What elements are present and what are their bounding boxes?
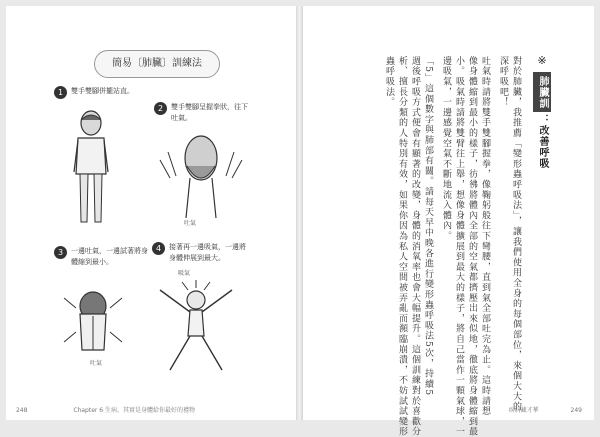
step-1 [54, 86, 153, 99]
stretching-figure-illustration [146, 278, 246, 374]
body-column: 小。吸氣時請將雙臂往上舉，想像身體擴展到最大的樣子，將自己當作一顆氣球，一 [454, 56, 464, 437]
step-number: 2 [154, 102, 167, 115]
page-number: 248 [16, 407, 28, 414]
exhale-label: 吐氣 [184, 220, 197, 227]
step-text: 一邊吐氣，一邊試著將身體縮到最小。 [71, 247, 148, 266]
step-number: 4 [152, 242, 165, 255]
running-head: 疾病藏才華 [508, 407, 539, 414]
body-column: 深呼吸吧！ [498, 56, 508, 108]
book-gutter [296, 6, 303, 420]
body-column: 像身體縮到最小的樣子，彷彿將體內全部的空氣都擠壓出來似地，徹底將身體縮到最 [467, 56, 477, 437]
body-column: 蟲呼吸法。 [384, 56, 394, 108]
right-page-folio [509, 405, 582, 414]
step-text: 雙手雙腳併攏站直。 [71, 87, 134, 95]
standing-figure-illustration [68, 110, 114, 228]
chapter-title: Chapter 6 生病、其實是身體給你最好的禮物 [73, 407, 195, 414]
step-4 [152, 242, 251, 264]
body-column: 週後呼吸方式便會有顯著的改變，身體的消氧率也會大幅提升。這個訓練對於喜歡分 [410, 56, 420, 437]
left-page [6, 6, 296, 420]
body-column: 析、擅長分類的人特別有效，如果你因為私人空間被弄亂而瀕臨崩潰，不妨試試變形 [397, 56, 407, 437]
step-number: 1 [54, 86, 67, 99]
body-column: 邊吸氣，一邊感覺空氣不斷地流入體內。 [441, 56, 451, 242]
step-text: 雙手雙腳呈握拳狀，往下吐氣。 [171, 103, 248, 122]
step-text: 接著再一邊吸氣，一邊將身體伸展到最大。 [169, 243, 246, 262]
right-page [303, 6, 594, 437]
step-3 [54, 246, 153, 268]
section-heading-box: 肺臟訓練 [533, 72, 551, 112]
page-number: 249 [570, 407, 582, 414]
exhale-label: 吐氣 [90, 360, 103, 367]
body-column: 「5」這個數字與肺部有關。請每天早中晚各進行變形蟲呼吸法5次，持續5 [423, 56, 433, 397]
bending-figure-illustration [156, 130, 246, 222]
section-heading: ：改善呼吸 [537, 114, 548, 169]
curled-figure-illustration [58, 284, 128, 356]
step-number: 3 [54, 246, 67, 259]
body-column: 對於肺臟，我推薦「變形蟲呼吸法」，讓我們使用全身的每個部位，來個大大的 [511, 56, 521, 412]
body-column: 吐氣時請將雙手雙腳握拳，像鞠躬般往下彎腰，直到氣全部吐完為止。這時請想 [480, 56, 490, 417]
exercise-title: 簡易〔肺臟〕訓練法 [94, 50, 220, 78]
step-2 [154, 102, 253, 124]
left-page-folio [16, 405, 195, 414]
inhale-label: 吸氣 [178, 270, 191, 277]
note-mark: ※ [537, 54, 547, 67]
